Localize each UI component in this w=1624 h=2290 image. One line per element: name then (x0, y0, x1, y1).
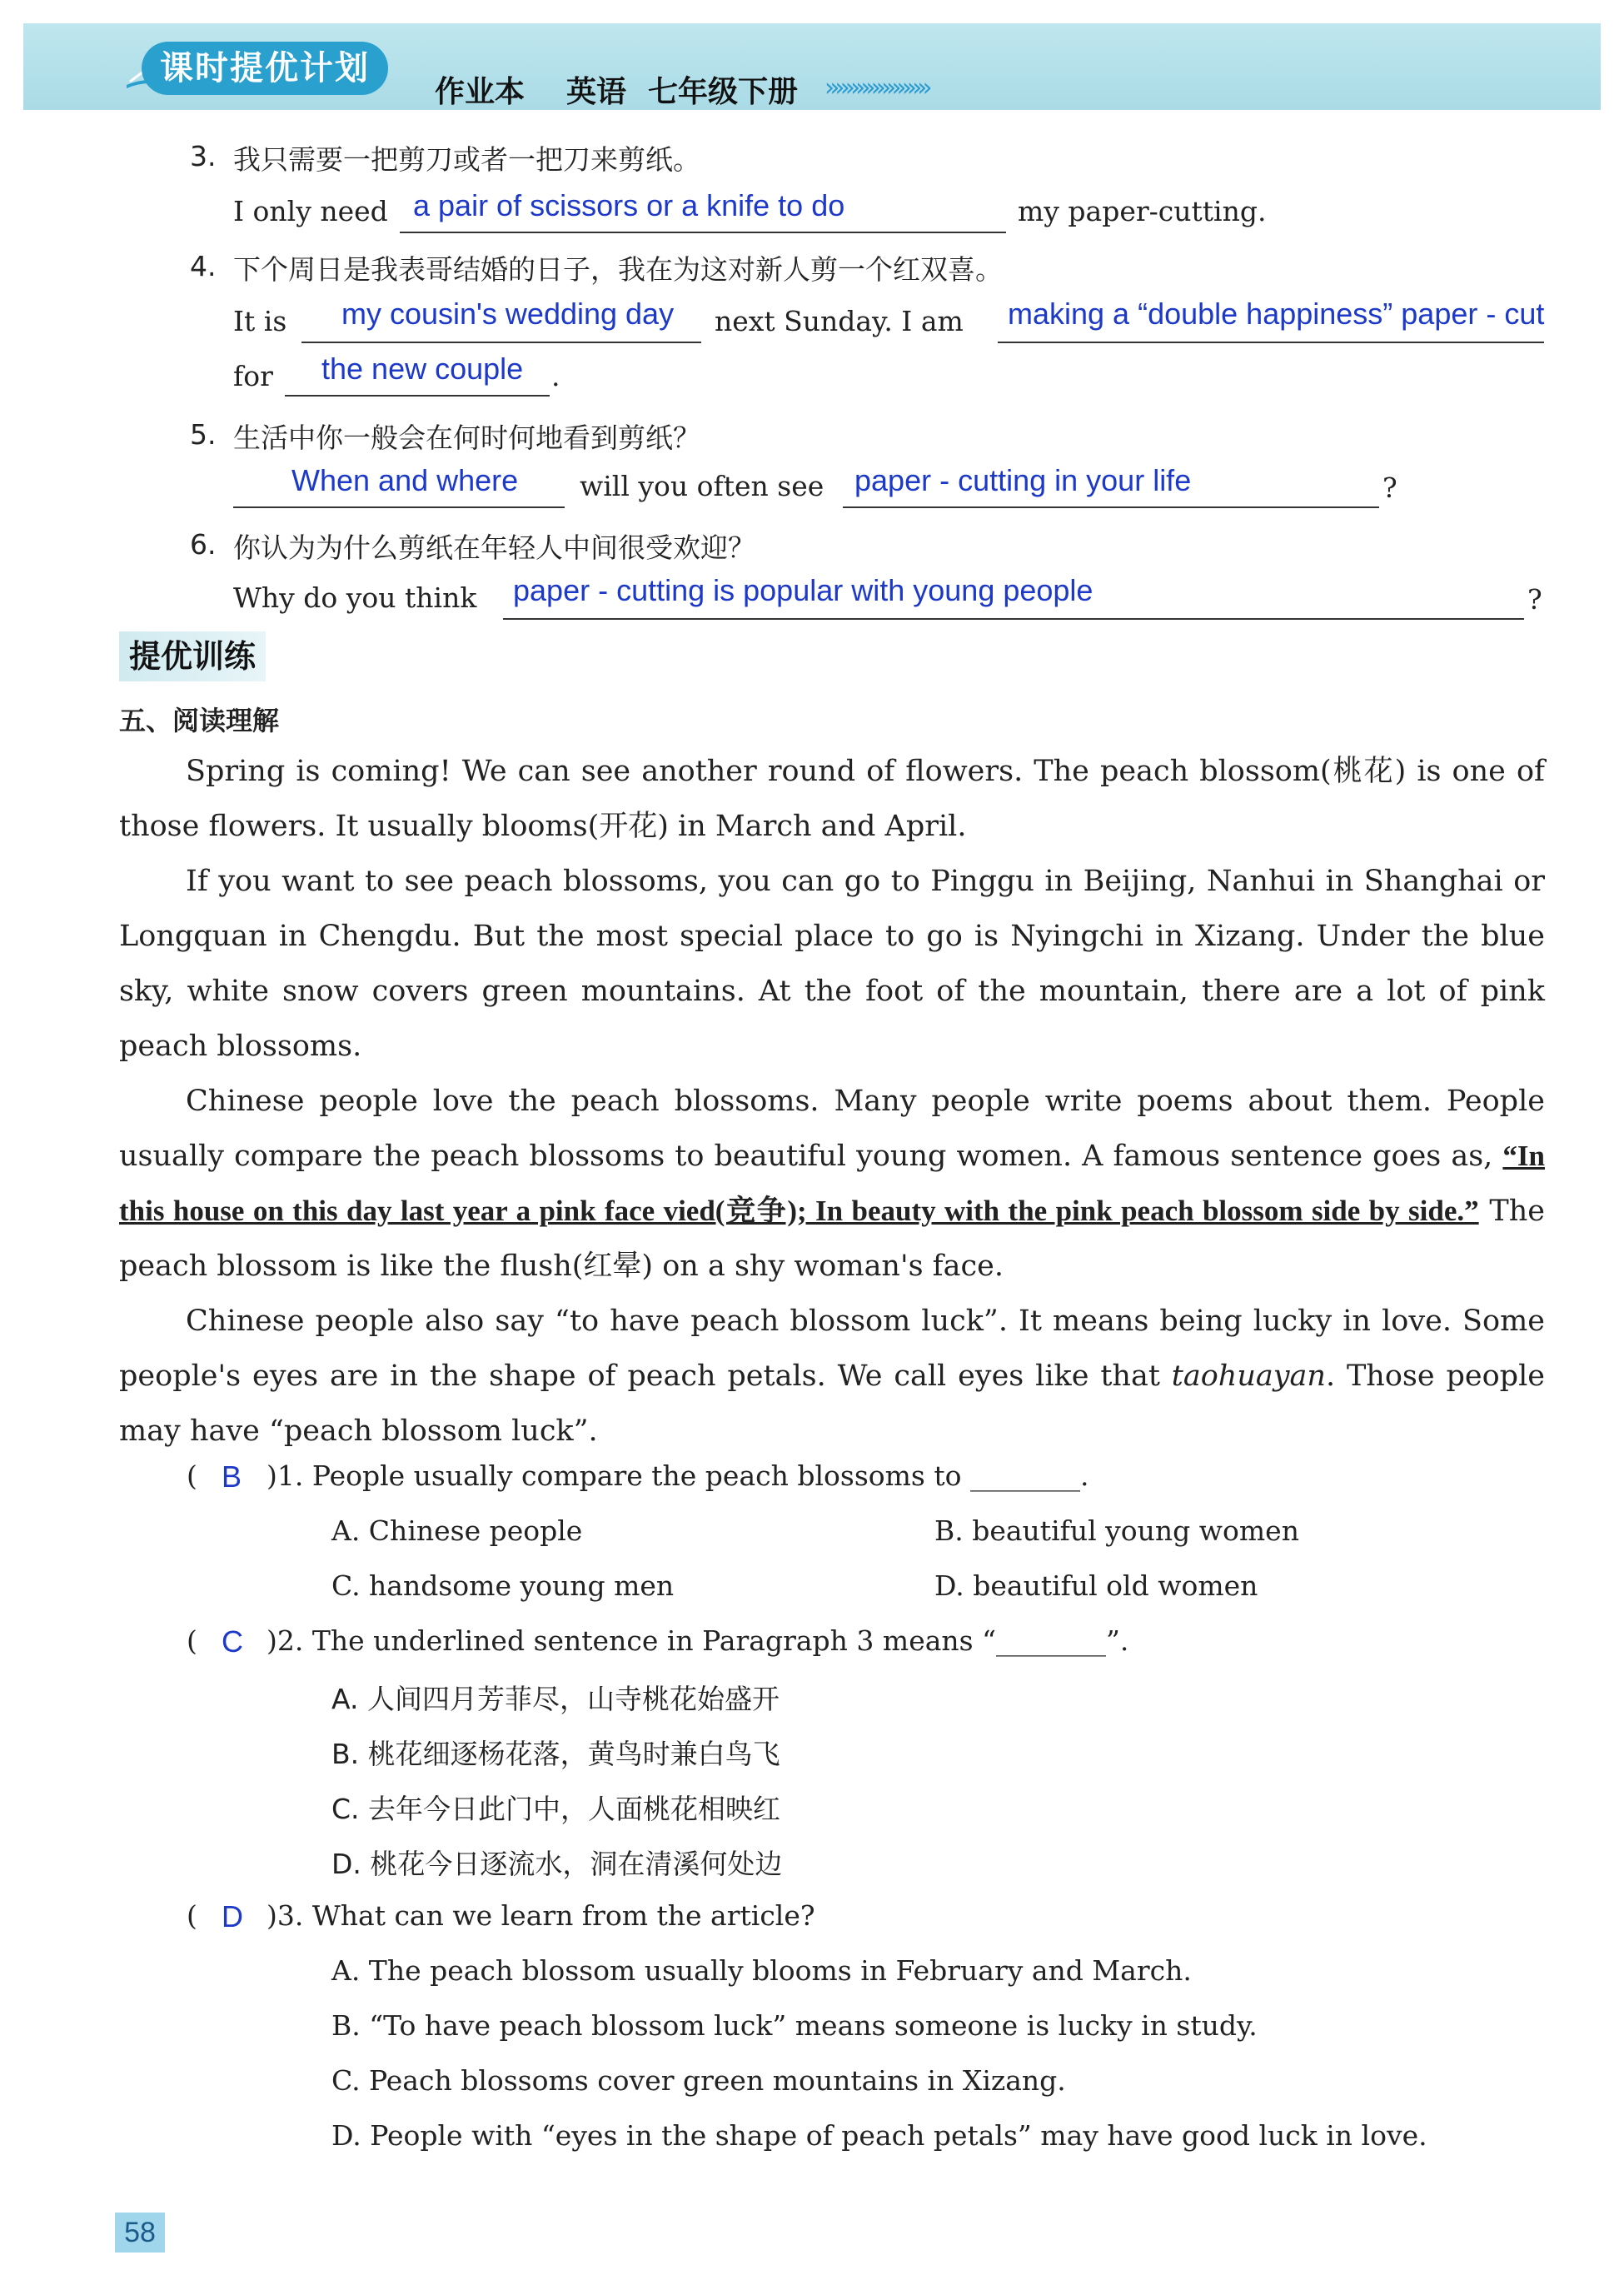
q3r-option-c[interactable]: C. Peach blossoms cover green mountains in Xizang. (331, 2064, 1066, 2097)
paragraph-4 (119, 1294, 1545, 1459)
q5-answer-2[interactable]: paper - cutting in your life (854, 463, 1192, 497)
q1-option-a[interactable]: A. Chinese people (331, 1514, 583, 1547)
q5-blank-line-1 (233, 506, 565, 508)
q3-paren: ( (187, 1899, 197, 1932)
q3r-answer[interactable]: D (222, 1899, 243, 1933)
q6-blank-line (503, 618, 1524, 620)
q6-prefix: Why do you think (233, 581, 477, 614)
q3r-option-b[interactable]: B. “To have peach blossom luck” means someone is lucky in study. (331, 2009, 1258, 2042)
q2-option-c[interactable]: C. 去年今日此门中，人面桃花相映红 (331, 1793, 781, 1825)
q4-answer-2[interactable]: making a “double happiness” paper - cut (1008, 297, 1545, 331)
q5-answer-1[interactable]: When and where (291, 463, 519, 497)
paragraph-3-intro: Chinese people love the peach blossoms. Many people write poems about them. People usually compare the peach blossoms to beautiful young women. A famous sentence goes as, (119, 1085, 1545, 1173)
q3-suffix: my paper-cutting. (1018, 195, 1267, 227)
q3-chinese: 我只需要一把剪刀或者一把刀来剪纸。 (233, 143, 700, 176)
q1-option-c[interactable]: C. handsome young men (331, 1569, 675, 1602)
q3r-stem: )3. What can we learn from the article? (267, 1899, 815, 1932)
q6-chinese: 你认为为什么剪纸在年轻人中间很受欢迎？ (233, 531, 755, 564)
q2-paren: ( (187, 1624, 197, 1657)
q4-blank-line-2 (998, 342, 1544, 343)
q1-option-d[interactable]: D. beautiful old women (934, 1569, 1258, 1602)
q5-chinese: 生活中你一般会在何时何地看到剪纸？ (233, 422, 700, 454)
q3-answer[interactable]: a pair of scissors or a knife to do (413, 188, 845, 222)
q4-chinese: 下个周日是我表哥结婚的日子，我在为这对新人剪一个红双喜。 (233, 253, 1003, 286)
section-title: 提优训练 (119, 631, 266, 681)
paragraph-2: If you want to see peach blossoms, you can go to Pinggu in Beijing, Nanhui in Shanghai or Longquan in Chengdu. But the most special place to go is Nyingchi in Xizang. Under the blue sky, white snow covers green mountains. At the foot of the mountain, there are a lot of pink peach blossoms. (119, 865, 1545, 1063)
q4-prefix-2: for (233, 360, 273, 392)
italic-term: taohuayan (1171, 1360, 1326, 1393)
q1-paren: ( (187, 1459, 197, 1492)
q6-answer[interactable]: paper - cutting is popular with young people (513, 573, 1093, 607)
q2-option-a[interactable]: A. 人间四月芳菲尽，山寺桃花始盛开 (331, 1683, 780, 1715)
paragraph-4-end: . Those people may have “peach blossom luck”. (119, 1360, 1545, 1448)
q3-prefix: I only need (233, 195, 388, 227)
q2-stem: )2. The underlined sentence in Paragraph 3 means “________”. (267, 1624, 1129, 1657)
q3r-option-d[interactable]: D. People with “eyes in the shape of peach petals” may have good luck in love. (331, 2119, 1427, 2152)
q2-answer[interactable]: C (222, 1624, 243, 1659)
paragraph-1: Spring is coming! We can see another round of flowers. The peach blossom(桃花) is one of those flowers. It usually blooms(开花) in March and April. (119, 755, 1545, 843)
q3-number: 3. (190, 140, 217, 172)
q5-number: 5. (190, 418, 217, 451)
header-subject: 英语 (566, 75, 627, 109)
q5-middle: will you often see (580, 470, 824, 502)
q5-blank-line-2 (843, 506, 1379, 508)
series-logo: 课时提优计划 (142, 42, 388, 95)
header-grade: 七年级下册 (648, 75, 799, 109)
q2-option-b[interactable]: B. 桃花细逐杨花落，黄鸟时兼白鸟飞 (331, 1738, 780, 1770)
q3-blank-line (400, 232, 1006, 233)
q4-middle: next Sunday. I am (715, 305, 964, 337)
paragraph-3-end: The peach blossom is like the flush(红晕) on a shy woman's face. (119, 1195, 1545, 1283)
header-arrows: »»»»»»»»»» (824, 73, 928, 102)
q4-blank-line-1 (301, 342, 701, 343)
q4-answer-3[interactable]: the new couple (321, 352, 524, 386)
q4-blank-line-3 (285, 395, 550, 397)
q4-answer-1[interactable]: my cousin's wedding day (341, 297, 675, 331)
q4-end: . (551, 360, 560, 392)
header-book: 作业本 (435, 75, 526, 109)
q1-stem: )1. People usually compare the peach blossoms to ________. (267, 1459, 1089, 1492)
q4-prefix: It is (233, 305, 287, 337)
q4-number: 4. (190, 250, 217, 282)
q5-end: ? (1382, 471, 1397, 504)
paragraph-4-start: Chinese people also say “to have peach blossom luck”. It means being lucky in love. Some people's eyes are in the shape of peach petals. We call eyes like that (119, 1305, 1545, 1393)
q2-option-d[interactable]: D. 桃花今日逐流水，洞在清溪何处边 (331, 1848, 783, 1880)
q1-answer[interactable]: B (222, 1459, 242, 1494)
paragraph-3 (119, 1074, 1545, 1294)
q3r-option-a[interactable]: A. The peach blossom usually blooms in February and March. (331, 1954, 1192, 1987)
section-subtitle: 五、阅读理解 (119, 705, 280, 736)
q6-number: 6. (190, 528, 217, 561)
page-number: 58 (115, 2213, 165, 2253)
q1-option-b[interactable]: B. beautiful young women (934, 1514, 1299, 1547)
reading-passage (119, 744, 1545, 1459)
underlined-sentence: “In this house on this day last year a pink face vied(竞争); In beauty with the pink peach blossom side by side.” (119, 1140, 1545, 1227)
q6-end: ? (1527, 583, 1542, 616)
